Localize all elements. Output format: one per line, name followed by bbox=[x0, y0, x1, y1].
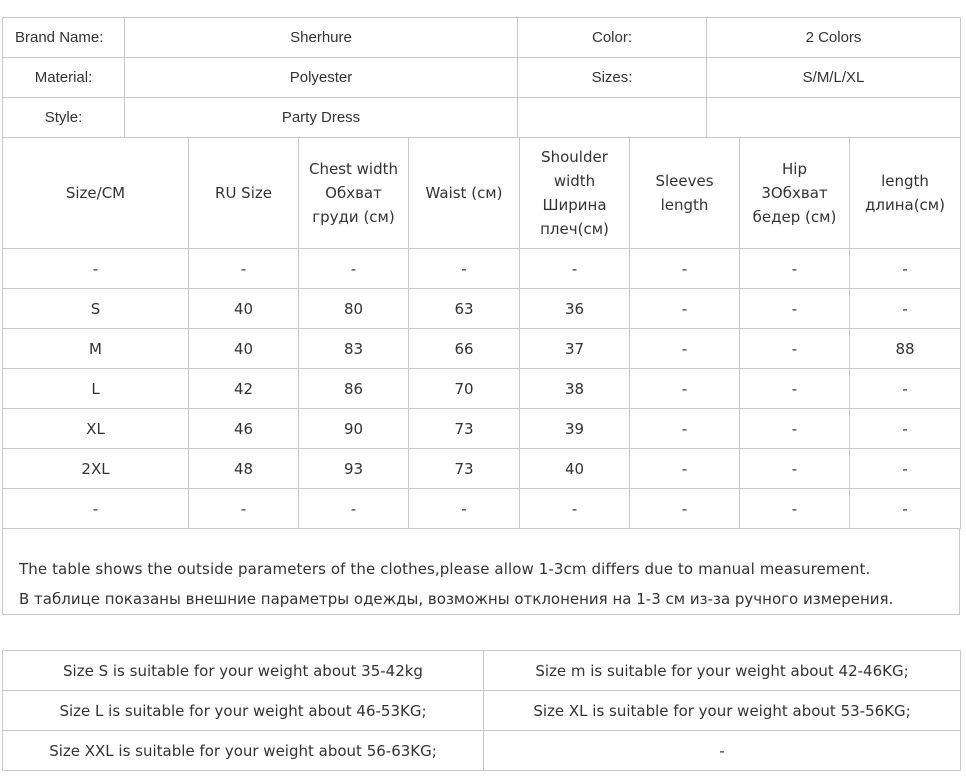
weight-cell: Size S is suitable for your weight about 35-42kg bbox=[3, 651, 484, 691]
info-label: Material: bbox=[3, 58, 125, 98]
size-cell: - bbox=[740, 329, 850, 369]
size-cell: 93 bbox=[299, 449, 409, 489]
size-cell: - bbox=[299, 249, 409, 289]
size-cell: 80 bbox=[299, 289, 409, 329]
size-cell: 38 bbox=[520, 369, 630, 409]
info-label: Color: bbox=[518, 18, 707, 58]
weight-guide-table bbox=[2, 650, 961, 771]
size-cell: - bbox=[850, 289, 961, 329]
size-cell: - bbox=[630, 409, 740, 449]
info-value: Party Dress bbox=[125, 98, 518, 138]
header-line: Hip bbox=[782, 160, 807, 178]
size-cell: 63 bbox=[409, 289, 520, 329]
header-line: Waist (см) bbox=[425, 184, 503, 202]
size-row bbox=[3, 249, 961, 289]
size-header-cell bbox=[299, 138, 409, 249]
info-row bbox=[3, 58, 961, 98]
header-line: бедер (см) bbox=[752, 208, 837, 226]
header-line: length bbox=[881, 172, 929, 190]
note-russian: В таблице показаны внешние параметры одежды, возможны отклонения на 1-3 см из-за ручного измерения. bbox=[19, 590, 894, 608]
measurement-note bbox=[2, 529, 960, 615]
header-line: Size/CM bbox=[65, 184, 126, 202]
size-row bbox=[3, 409, 961, 449]
size-row bbox=[3, 449, 961, 489]
size-cell: 2XL bbox=[3, 449, 189, 489]
size-cell: - bbox=[850, 449, 961, 489]
size-cell: - bbox=[630, 449, 740, 489]
note-english: The table shows the outside parameters of the clothes,please allow 1-3cm differs due to manual measurement. bbox=[19, 560, 871, 578]
weight-cell: Size XXL is suitable for your weight about 56-63KG; bbox=[3, 731, 484, 771]
info-label: Style: bbox=[3, 98, 125, 138]
info-value: Sherhure bbox=[125, 18, 518, 58]
size-cell: - bbox=[630, 489, 740, 529]
size-row bbox=[3, 329, 961, 369]
info-label: Brand Name: bbox=[3, 18, 125, 58]
size-cell: 39 bbox=[520, 409, 630, 449]
size-cell: - bbox=[740, 409, 850, 449]
size-cell: - bbox=[409, 489, 520, 529]
header-line: Sleeves bbox=[655, 172, 714, 190]
size-cell: 48 bbox=[189, 449, 299, 489]
weight-cell: Size L is suitable for your weight about 46-53KG; bbox=[3, 691, 484, 731]
header-line: length bbox=[660, 196, 709, 214]
weight-row bbox=[3, 691, 961, 731]
size-cell: 86 bbox=[299, 369, 409, 409]
size-cell: - bbox=[850, 489, 961, 529]
size-row bbox=[3, 289, 961, 329]
size-cell: - bbox=[630, 369, 740, 409]
header-line: Обхват bbox=[325, 184, 382, 202]
size-cell: 46 bbox=[189, 409, 299, 449]
size-chart-table bbox=[2, 137, 961, 529]
size-cell: M bbox=[3, 329, 189, 369]
size-header-cell bbox=[740, 138, 850, 249]
size-header-cell bbox=[189, 138, 299, 249]
size-cell: 73 bbox=[409, 449, 520, 489]
size-table-header bbox=[3, 138, 961, 249]
size-cell: - bbox=[630, 249, 740, 289]
size-header-cell bbox=[850, 138, 961, 249]
size-cell: 90 bbox=[299, 409, 409, 449]
header-line: Shoulder bbox=[541, 148, 608, 166]
size-cell: - bbox=[740, 289, 850, 329]
header-line: плеч(см) bbox=[540, 220, 609, 238]
size-cell: - bbox=[850, 409, 961, 449]
header-line: RU Size bbox=[215, 184, 272, 202]
info-label bbox=[518, 98, 707, 138]
size-cell: - bbox=[3, 249, 189, 289]
size-cell: 36 bbox=[520, 289, 630, 329]
weight-row bbox=[3, 731, 961, 771]
size-cell: 40 bbox=[520, 449, 630, 489]
header-line: Ширина bbox=[542, 196, 607, 214]
header-line: груди (см) bbox=[312, 208, 395, 226]
size-cell: 66 bbox=[409, 329, 520, 369]
size-row bbox=[3, 489, 961, 529]
size-cell: 73 bbox=[409, 409, 520, 449]
size-cell: - bbox=[630, 329, 740, 369]
size-header-cell bbox=[3, 138, 189, 249]
info-label: Sizes: bbox=[518, 58, 707, 98]
header-line: 3Обхват bbox=[761, 184, 828, 202]
size-cell: - bbox=[189, 249, 299, 289]
header-line: Chest width bbox=[308, 160, 399, 178]
info-value: Polyester bbox=[125, 58, 518, 98]
size-cell: - bbox=[740, 449, 850, 489]
header-line: width bbox=[553, 172, 596, 190]
size-cell: - bbox=[520, 489, 630, 529]
size-cell: 40 bbox=[189, 329, 299, 369]
size-cell: - bbox=[520, 249, 630, 289]
size-cell: - bbox=[3, 489, 189, 529]
header-line: длина(см) bbox=[865, 196, 945, 214]
info-value bbox=[707, 98, 961, 138]
weight-cell: - bbox=[484, 731, 961, 771]
size-cell: 37 bbox=[520, 329, 630, 369]
size-cell: 42 bbox=[189, 369, 299, 409]
size-header-cell bbox=[520, 138, 630, 249]
weight-cell: Size XL is suitable for your weight about 53-56KG; bbox=[484, 691, 961, 731]
size-header-cell bbox=[630, 138, 740, 249]
size-cell: 83 bbox=[299, 329, 409, 369]
size-cell: - bbox=[740, 249, 850, 289]
weight-row bbox=[3, 651, 961, 691]
weight-cell: Size m is suitable for your weight about 42-46KG; bbox=[484, 651, 961, 691]
size-cell: - bbox=[299, 489, 409, 529]
size-cell: - bbox=[409, 249, 520, 289]
size-cell: XL bbox=[3, 409, 189, 449]
size-cell: - bbox=[630, 289, 740, 329]
size-cell: - bbox=[740, 489, 850, 529]
product-info-table bbox=[2, 17, 961, 138]
size-cell: 88 bbox=[850, 329, 961, 369]
info-value: S/M/L/XL bbox=[707, 58, 961, 98]
size-cell: 40 bbox=[189, 289, 299, 329]
info-row bbox=[3, 18, 961, 58]
size-cell: S bbox=[3, 289, 189, 329]
size-cell: 70 bbox=[409, 369, 520, 409]
size-cell: - bbox=[189, 489, 299, 529]
size-cell: - bbox=[850, 249, 961, 289]
size-cell: L bbox=[3, 369, 189, 409]
size-header-cell bbox=[409, 138, 520, 249]
size-cell: - bbox=[850, 369, 961, 409]
size-row bbox=[3, 369, 961, 409]
info-row bbox=[3, 98, 961, 138]
info-value: 2 Colors bbox=[707, 18, 961, 58]
size-cell: - bbox=[740, 369, 850, 409]
